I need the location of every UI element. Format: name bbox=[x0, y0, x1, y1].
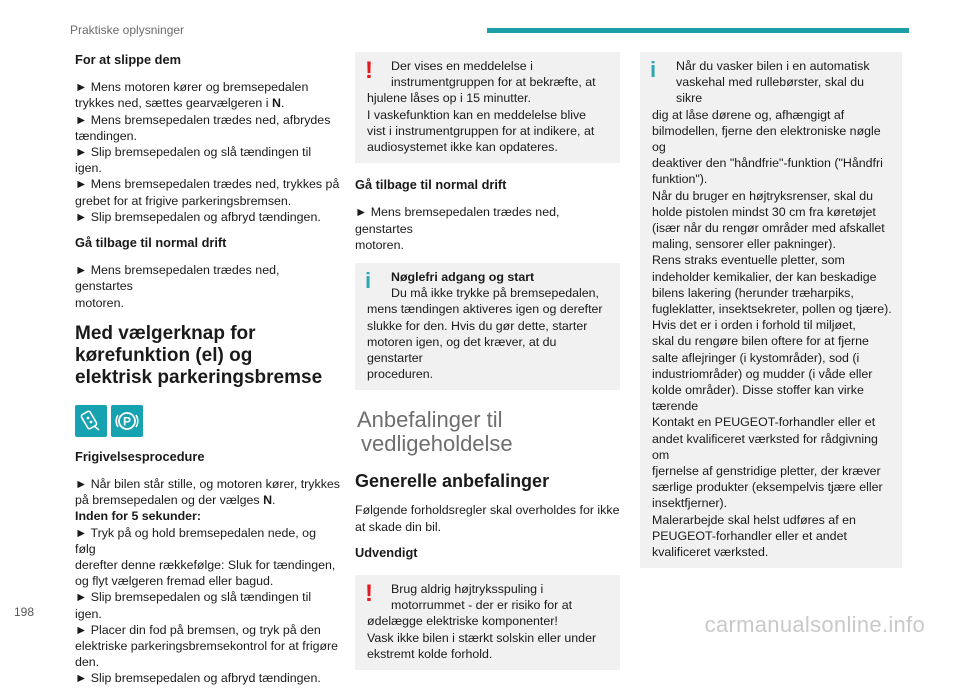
normal-operation-steps: ► Mens bremsepedalen trædes ned, genstartes motoren. bbox=[75, 263, 280, 310]
warning-box-pressure-wash: ! Brug aldrig højtryksspuling i motorrummet - der er risiko for at ødelægge elektriske komponenter! Vask ikke bilen i stærkt solskin eller under ekstremt kolde forhold. bbox=[355, 575, 620, 670]
section-heading-selector: Med vælgerknap for kørefunktion (el) og elektrisk parkeringsbremse bbox=[75, 322, 323, 388]
info-icon: i bbox=[365, 268, 372, 294]
heading-general-recommendations: Generelle anbefalinger bbox=[355, 471, 550, 492]
warning-icon: ! bbox=[365, 580, 373, 608]
heading-normal-operation: Gå tilbage til normal drift bbox=[75, 235, 227, 251]
column-middle bbox=[355, 52, 620, 684]
column-right bbox=[640, 52, 902, 582]
section-title-maintenance: Anbefalinger til vedligeholdelse bbox=[357, 407, 513, 457]
info-box-car-wash: i Når du vasker bilen i en automatisk vaskehal med rullebørster, skal du sikre dig at låse dørene og, afhængigt af bilmodellen, fjerne den elektroniske nøgle og deaktiver den "håndfrie"-funktion ("Håndfri funktion"). Når du bruger en højtryksrenser, skal du holde pistolen mindst 30 cm fra køretøjet (især når du rengør områder med afskallet maling, sensorer eller pakninger). Rens straks eventuelle pletter, som indeholder kemikalier, der kan beskadige bilens lakering (herunder træharpiks, fugleklatter, insektsekreter, pollen og tjære). Hvis det er i orden i forhold til miljøet, skal du rengøre bilen oftere for at fjerne salte aflejringer (i kystområder), sod (i industriområder) og mudder (i våde eller kolde områder). Disse stoffer kan virke tærende Kontakt en PEUGEOT-forhandler eller et andet kvalificeret værksted for rådgivning om fjernelse af genstridige pletter, der kræver særlige produkter (eksempelvis tjære eller insektfjerner). Malerarbejde skal helst udføres af en PEUGEOT-forhandler eller et andet kvalificeret værksted. bbox=[640, 52, 902, 568]
svg-text:P: P bbox=[122, 414, 132, 429]
gear-selector-icon bbox=[75, 405, 107, 437]
info-box-keyless: i Nøglefri adgang og start Du må ikke trykke på bremsepedalen, mens tændingen aktiveres igen og derefter slukke for den. Hvis du gør dette, starter motoren igen, og det kræver, at du genstarter proceduren. bbox=[355, 263, 620, 390]
watermark: carmanualsonline.info bbox=[704, 612, 925, 637]
warning-box-unlock: ! Der vises en meddelelse i instrumentgruppen for at bekræfte, at hjulene låses op i 15 minutter. I vaskefunktion kan en meddelelse blive vist i instrumentgruppen for at indikere, at audiosystemet ikke kan opdateres. bbox=[355, 52, 620, 163]
procedure-steps: ► Når bilen står stille, og motoren kører, trykkes på bremsepedalen og der vælges N. Inden for 5 sekunder: ► Tryk på og hold bremsepedalen nede, og følg derefter denne rækkefølge: Sluk for tændingen, og flyt vælgeren fremad eller bagud. ► Slip bremsepedalen og slå tændingen til igen. ► Placer din fod på bremsen, og tryk på den elektriske parkeringsbremsekontrol for at frigøre den. ► Slip bremsepedalen og afbryd tændingen. bbox=[75, 477, 340, 686]
heading-outside: Udvendigt bbox=[355, 544, 418, 560]
running-header: Praktiske oplysninger bbox=[70, 23, 185, 37]
header-accent-bar bbox=[487, 28, 909, 33]
parking-brake-icon bbox=[111, 405, 143, 437]
release-steps: ► Mens motoren kører og bremsepedalen trykkes ned, sættes gearvælgeren i N. ► Mens bremsepedalen trædes ned, afbrydes tændingen. ► Slip bremsepedalen og slå tændingen til igen. ► Mens bremsepedalen trædes ned, trykkes på grebet for at frigive parkeringsbremsen. ► Slip bremsepedalen og afbryd tændingen. bbox=[75, 80, 340, 224]
warning-icon: ! bbox=[365, 57, 373, 84]
general-intro: Følgende forholdsregler skal overholdes for ikke at skade din bil. bbox=[355, 503, 620, 534]
info-icon: i bbox=[650, 57, 657, 82]
normal-operation-steps-2: ► Mens bremsepedalen trædes ned, genstartes motoren. bbox=[355, 205, 560, 252]
heading-release: For at slippe dem bbox=[75, 52, 181, 67]
heading-release-procedure: Frigivelsesprocedure bbox=[75, 448, 205, 464]
heading-normal-operation-2: Gå tilbage til normal drift bbox=[355, 177, 507, 193]
function-icons bbox=[75, 405, 340, 437]
column-left bbox=[75, 52, 340, 697]
page-number: 198 bbox=[14, 605, 35, 619]
